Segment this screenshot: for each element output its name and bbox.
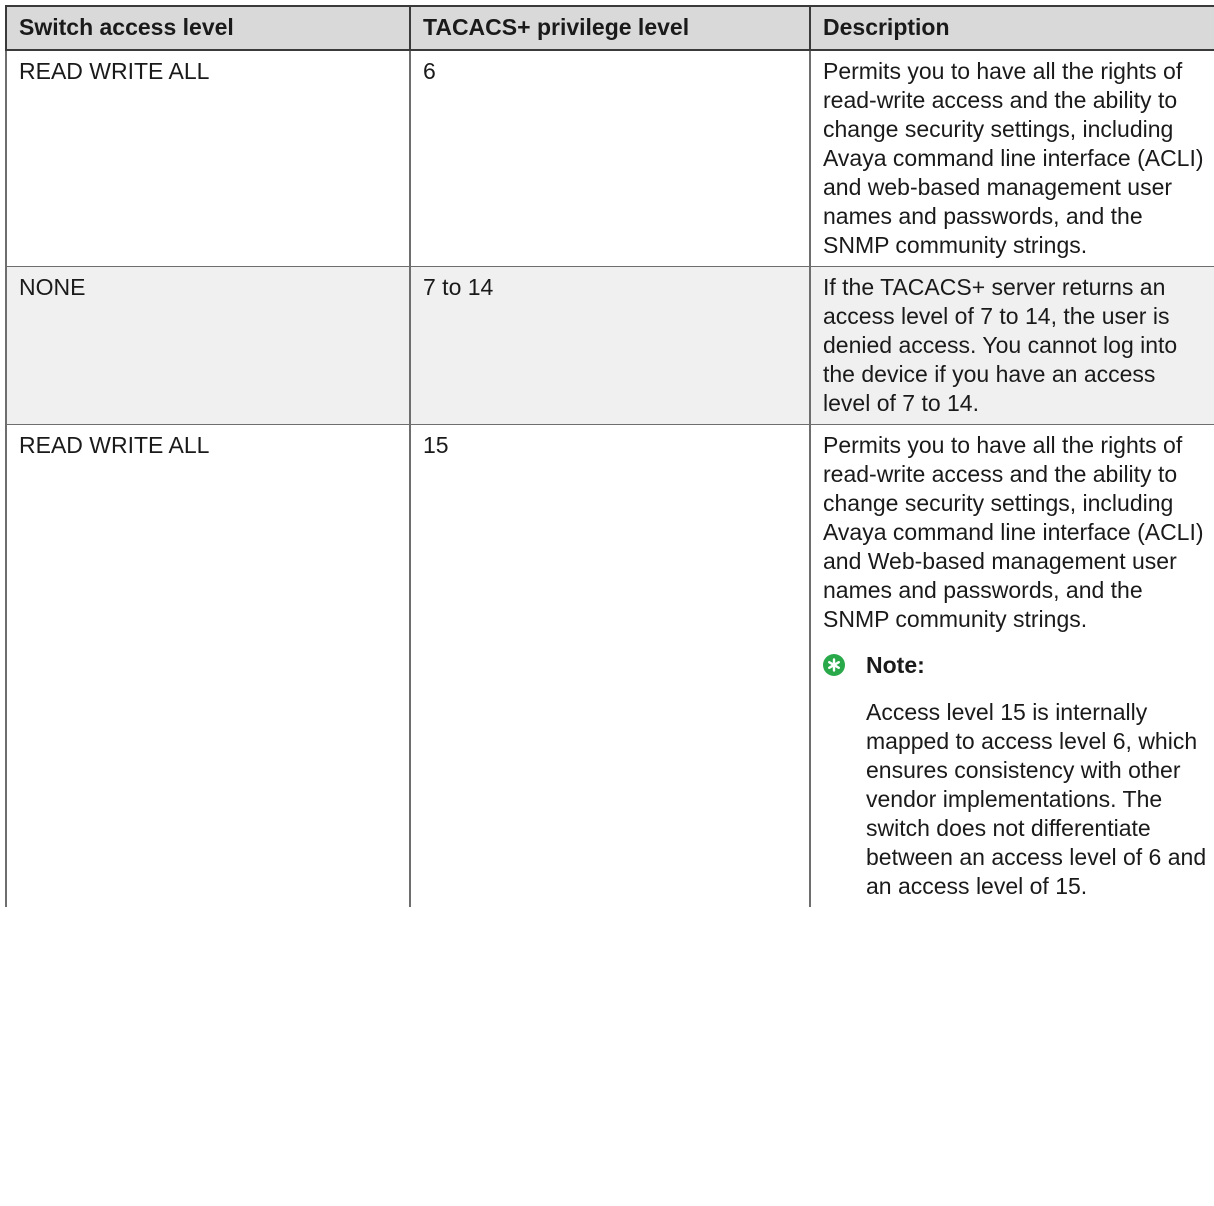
access-level-table-container <box>5 5 1214 907</box>
cell-description <box>810 425 1214 908</box>
description-text: Permits you to have all the rights of read-write access and the ability to change security settings, including Avaya command line interface (ACLI) and web-based management user names and passwords, and the SNMP community strings. <box>823 58 1204 258</box>
table-header-row <box>6 6 1214 50</box>
header-tacacs-privilege-level: TACACS+ privilege level <box>410 6 810 50</box>
asterisk-note-icon <box>823 654 845 676</box>
note-callout <box>823 650 1209 901</box>
description-text: Permits you to have all the rights of read-write access and the ability to change security settings, including Avaya command line interface (ACLI) and Web-based management user names and passwords, and the SNMP community strings. <box>823 432 1204 632</box>
cell-description <box>810 50 1214 267</box>
header-description: Description <box>810 6 1214 50</box>
header-switch-access-level: Switch access level <box>6 6 410 50</box>
cell-switch-access-level: READ WRITE ALL <box>6 425 410 908</box>
cell-switch-access-level: READ WRITE ALL <box>6 50 410 267</box>
note-header <box>823 650 1209 680</box>
note-label: Note: <box>866 651 925 678</box>
cell-switch-access-level: NONE <box>6 267 410 425</box>
cell-tacacs-privilege-level: 6 <box>410 50 810 267</box>
note-text: Access level 15 is internally mapped to access level 6, which ensures consistency with other vendor implementations. The switch does not differentiate between an access level of 6 and an access level of 15. <box>866 699 1207 899</box>
table-row <box>6 50 1214 267</box>
description-text: If the TACACS+ server returns an access level of 7 to 14, the user is denied access. You cannot log into the device if you have an access level of 7 to 14. <box>823 274 1178 416</box>
cell-tacacs-privilege-level: 7 to 14 <box>410 267 810 425</box>
table-row <box>6 267 1214 425</box>
access-level-table <box>5 5 1214 907</box>
cell-description <box>810 267 1214 425</box>
cell-tacacs-privilege-level: 15 <box>410 425 810 908</box>
table-row <box>6 425 1214 908</box>
